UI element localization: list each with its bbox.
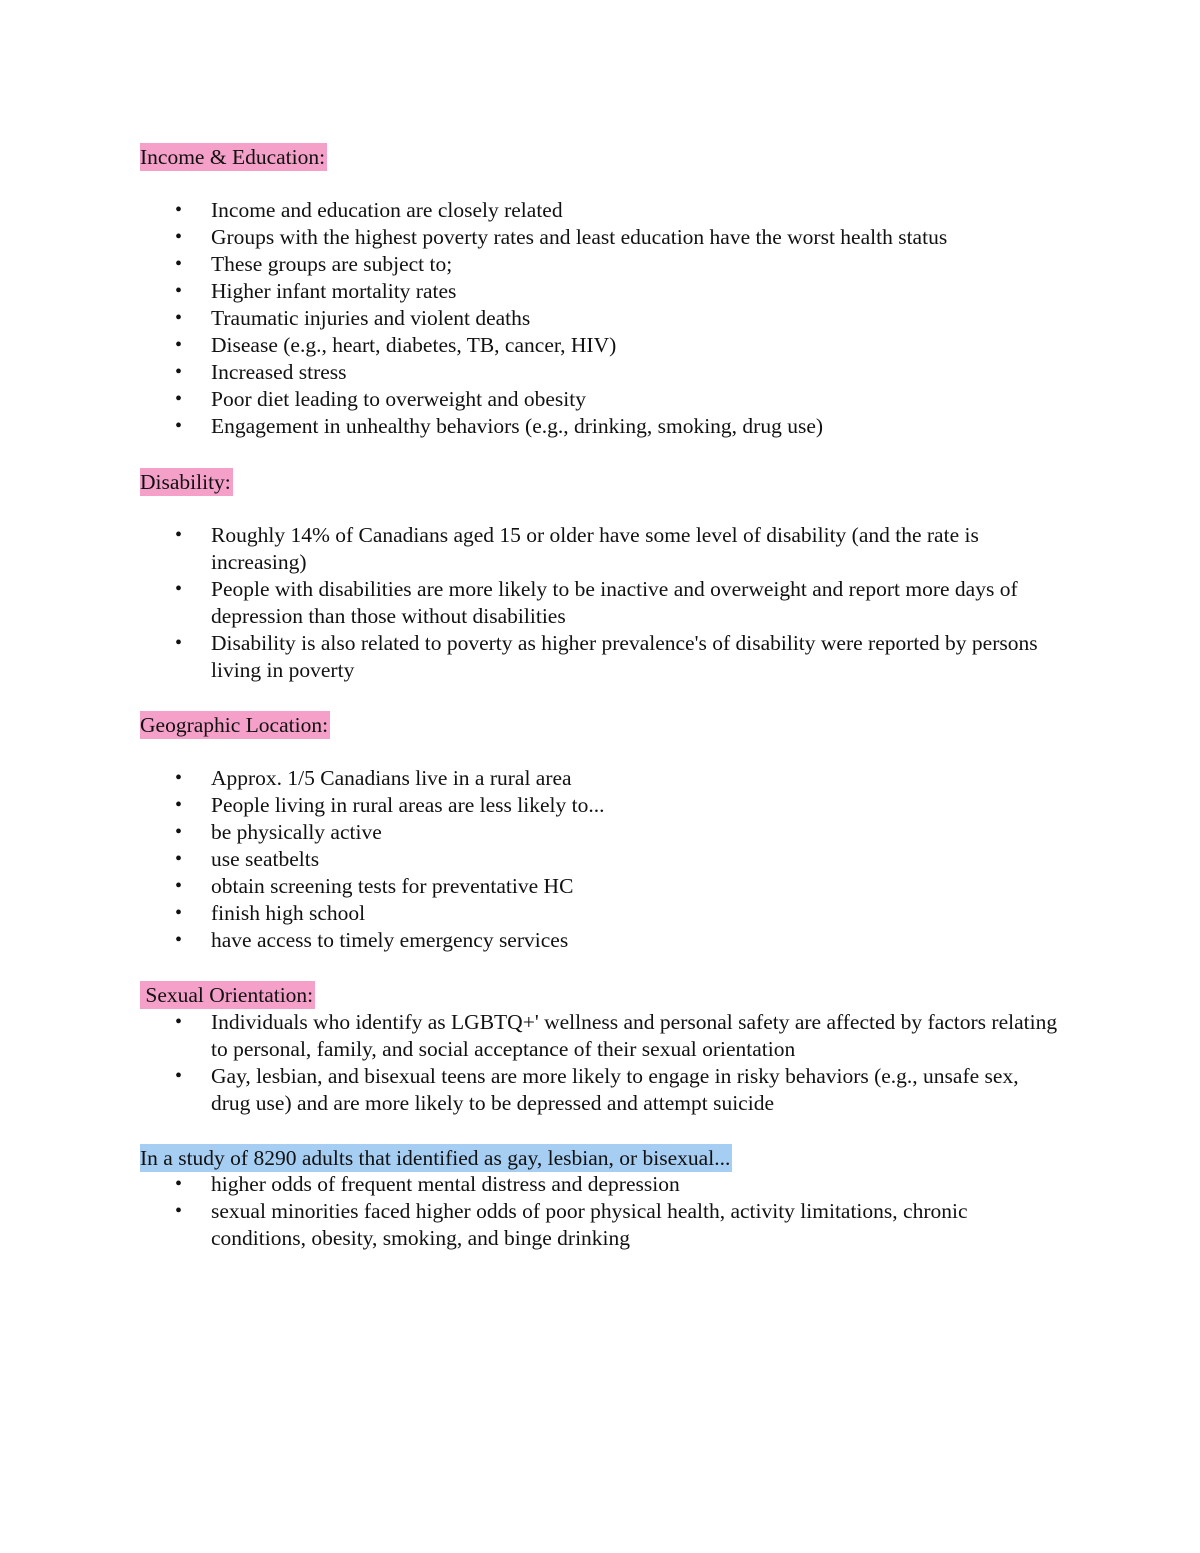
- list-item: • higher odds of frequent mental distress and depression: [175, 1172, 680, 1196]
- list-item: • Income and education are closely related: [175, 198, 563, 222]
- list-study: [140, 1171, 1060, 1252]
- list-item: • Approx. 1/5 Canadians live in a rural area: [175, 766, 572, 790]
- bullet-icon: •: [175, 199, 183, 221]
- list-item: • Increased stress: [175, 360, 347, 384]
- bullet-icon: •: [175, 1065, 183, 1087]
- bullet-icon: •: [175, 1011, 183, 1033]
- bullet-icon: •: [175, 929, 183, 951]
- bullet-icon: •: [175, 1173, 183, 1195]
- bullet-icon: •: [175, 1200, 183, 1222]
- list-item: • People living in rural areas are less likely to...: [175, 793, 605, 817]
- heading-geographic-location: Geographic Location:: [140, 713, 329, 737]
- bullet-icon: •: [175, 794, 183, 816]
- list-item: • Disease (e.g., heart, diabetes, TB, cancer, HIV): [175, 333, 617, 357]
- list-item: • Poor diet leading to overweight and obesity: [175, 387, 586, 411]
- bullet-icon: •: [175, 226, 183, 248]
- list-disability: [140, 522, 1060, 684]
- list-item: • Disability is also related to poverty as higher prevalence's of disability were reported by persons living in poverty: [175, 631, 1038, 682]
- bullet-icon: •: [175, 821, 183, 843]
- list-item: • Groups with the highest poverty rates and least education have the worst health status: [175, 225, 948, 249]
- list-item: • sexual minorities faced higher odds of poor physical health, activity limitations, chronic conditions, obesity, smoking, and binge drinking: [175, 1199, 968, 1250]
- bullet-icon: •: [175, 361, 183, 383]
- bullet-icon: •: [175, 767, 183, 789]
- list-item: • These groups are subject to;: [175, 252, 453, 276]
- bullet-icon: •: [175, 388, 183, 410]
- heading-income-education: Income & Education:: [140, 145, 326, 169]
- list-income-education: [140, 197, 1060, 440]
- bullet-icon: •: [175, 578, 183, 600]
- list-sexual-orientation: [140, 1009, 1060, 1117]
- bullet-icon: •: [175, 524, 183, 546]
- bullet-icon: •: [175, 253, 183, 275]
- list-item: • Engagement in unhealthy behaviors (e.g., drinking, smoking, drug use): [175, 414, 824, 438]
- bullet-icon: •: [175, 875, 183, 897]
- list-item: • finish high school: [175, 901, 366, 925]
- list-item: • have access to timely emergency services: [175, 928, 569, 952]
- heading-sexual-orientation: Sexual Orientation:: [140, 983, 314, 1007]
- bullet-icon: •: [175, 415, 183, 437]
- bullet-icon: •: [175, 280, 183, 302]
- list-item: • use seatbelts: [175, 847, 320, 871]
- heading-study: In a study of 8290 adults that identified as gay, lesbian, or bisexual...: [140, 1146, 731, 1170]
- list-item: • be physically active: [175, 820, 382, 844]
- bullet-icon: •: [175, 334, 183, 356]
- list-item: • Individuals who identify as LGBTQ+' wellness and personal safety are affected by factors relating to personal, family, and social acceptance of their sexual orientation: [175, 1010, 1058, 1061]
- bullet-icon: •: [175, 902, 183, 924]
- list-item: • Higher infant mortality rates: [175, 279, 457, 303]
- list-geographic-location: [140, 765, 1060, 954]
- heading-disability: Disability:: [140, 470, 231, 494]
- list-item: • Gay, lesbian, and bisexual teens are more likely to engage in risky behaviors (e.g., unsafe sex, drug use) and are more likely to be depressed and attempt suicide: [175, 1064, 1019, 1115]
- list-item: • obtain screening tests for preventative HC: [175, 874, 574, 898]
- list-item: • Roughly 14% of Canadians aged 15 or older have some level of disability (and the rate is increasing): [175, 523, 979, 574]
- bullet-icon: •: [175, 307, 183, 329]
- bullet-icon: •: [175, 632, 183, 654]
- bullet-icon: •: [175, 848, 183, 870]
- list-item: • People with disabilities are more likely to be inactive and overweight and report more days of depression than those without disabilities: [175, 577, 1018, 628]
- list-item: • Traumatic injuries and violent deaths: [175, 306, 531, 330]
